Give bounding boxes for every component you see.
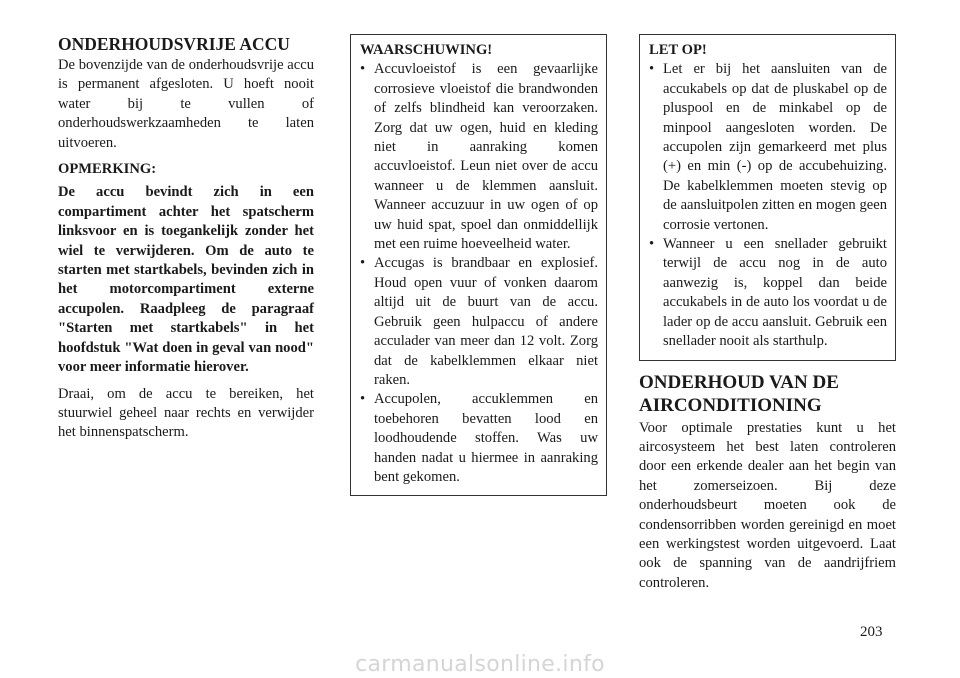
watermark: carmanualsonline.info [355,652,605,677]
note-label: OPMERKING: [58,161,157,178]
middle-column [350,34,607,496]
caution-list [649,60,887,351]
warning-list [360,60,598,487]
warning-item: • Accuvloeistof is een gevaarlijke corrosieve vloeistof die brandwonden of zelfs blindheid kan veroorzaken. Zorg dat uw ogen, huid en kleding niet in aanraking komen accuvloeistof. Leun niet over de accu wanneer u de klemmen aansluit. Wanneer accuzuur in uw ogen of op uw huid spat, spoel dan onmiddellijk met een ruime hoeveelheid water. [360,60,598,254]
warning-title: WAARSCHUWING! [360,42,493,58]
page-number: 203 [860,624,883,640]
battery-intro-paragraph: De bovenzijde van de onderhoudsvrije accu is permanent afgesloten. U hoeft nooit water bij te vullen of onderhoudswerkzaamheden te laten uitvoeren. [58,57,314,151]
caution-item: • Wanneer u een snellader gebruikt terwijl de accu nog in de auto aanwezig is, koppel dan beide accukabels in de auto los voordat u de lader op de accu aansluit. Gebruik een snellader nooit als starthulp. [649,235,887,351]
section-heading-aircon: ONDERHOUD VAN DE AIRCONDITIONING [639,371,839,416]
battery-access-paragraph: Draai, om de accu te bereiken, het stuurwiel geheel naar rechts en verwijder het binnenspatscherm. [58,385,314,441]
warning-item: • Accupolen, accuklemmen en toebehoren bevatten lood en loodhoudende stoffen. Was uw handen nadat u hiermee in aanraking bent gekomen. [360,390,598,487]
caution-box [639,34,896,361]
left-column [58,34,314,443]
warning-box [350,34,607,496]
right-column [639,34,896,593]
aircon-paragraph: Voor optimale prestaties kunt u het aircosysteem het best laten controleren door een erkende dealer aan het begin van het zomerseizoen. Bij deze onderhoudsbeurt moeten ook de condensorribben worden gereinigd en moet een werkingstest worden uitgevoerd. Laat ook de spanning van de aandrijfriem controleren. [639,419,896,591]
warning-item: • Accugas is brandbaar en explosief. Houd open vuur of vonken daarom altijd uit de buurt van de accu. Gebruik geen hulpaccu of andere acculader van meer dan 12 volt. Zorg dat de kabelklemmen elkaar niet raken. [360,254,598,390]
caution-item: • Let er bij het aansluiten van de accukabels op dat de pluskabel op de pluspool en de minkabel op de minpool aangesloten worden. De accupolen zijn gemarkeerd met plus (+) en min (-) op de accubehuizing. De kabelklemmen moeten stevig op de aansluitpolen zitten en mogen geen corrosie vertonen. [649,60,887,235]
section-heading-battery: ONDERHOUDSVRIJE ACCU [58,34,290,54]
note-text: De accu bevindt zich in een compartiment achter het spatscherm linksvoor en is toegankelijk zonder het wiel te verwijderen. Om de auto te starten met startkabels, bevinden zich in het motorcompartiment externe accupolen. Raadpleeg de paragraaf "Starten met startkabels" in het hoofdstuk "Wat doen in geval van nood" voor meer informatie hierover. [58,184,314,376]
caution-title: LET OP! [649,42,707,58]
